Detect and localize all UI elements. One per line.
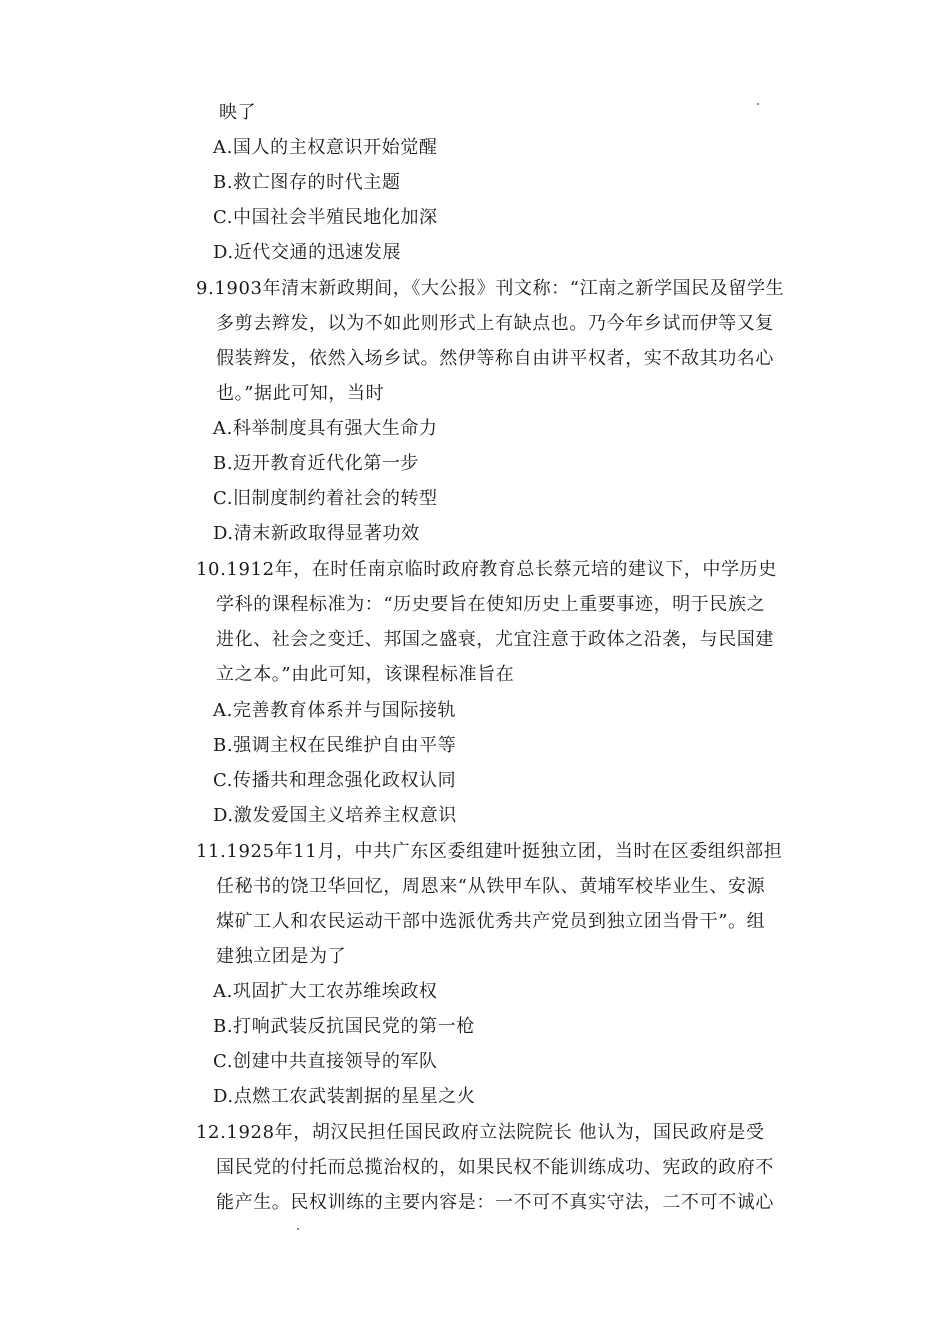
option-b: B.打响武装反抗国民党的第一枪 xyxy=(213,1016,475,1037)
option-d: D.近代交通的迅速发展 xyxy=(213,242,402,263)
option-d: D.点燃工农武装割据的星星之火 xyxy=(213,1086,476,1107)
question-stem-line: 12.1928年，胡汉民担任国民政府立法院院长 他认为，国民政府是受 xyxy=(196,1122,765,1143)
question-stem-line: 11.1925年11月，中共广东区委组建叶挺独立团，当时在区委组织部担 xyxy=(196,841,783,862)
option-c: C.传播共和理念强化政权认同 xyxy=(213,770,457,791)
option-c: C.中国社会半殖民地化加深 xyxy=(213,207,438,228)
option-a: A.国人的主权意识开始觉醒 xyxy=(213,137,438,158)
scan-speck xyxy=(757,103,759,105)
question-stem-line: 立之本。”由此可知，该课程标准旨在 xyxy=(216,664,515,685)
option-a: A.巩固扩大工农苏维埃政权 xyxy=(213,981,438,1002)
question-stem-line: 能产生。民权训练的主要内容是：一不可不真实守法，二不可不诚心 xyxy=(216,1192,774,1213)
question-stem-line: 多剪去辫发，以为不如此则形式上有缺点也。乃今年乡试而伊等又复 xyxy=(216,313,774,334)
option-c: C.旧制度制约着社会的转型 xyxy=(213,488,438,509)
continuation-line: 映了 xyxy=(219,102,257,123)
question-stem-line: 国民党的付托而总揽治权的，如果民权不能训练成功、宪政的政府不 xyxy=(216,1157,774,1178)
question-stem-line: 9.1903年清末新政期间，《大公报》刊文称：“江南之新学国民及留学生 xyxy=(196,278,785,299)
question-stem-line: 10.1912年，在时任南京临时政府教育总长蔡元培的建议下，中学历史 xyxy=(196,559,777,580)
option-c: C.创建中共直接领导的军队 xyxy=(213,1051,438,1072)
option-a: A.完善教育体系并与国际接轨 xyxy=(213,700,457,721)
question-stem-line: 也。”据此可知，当时 xyxy=(216,383,385,404)
question-stem-line: 建独立团是为了 xyxy=(216,946,347,967)
option-b: B.救亡图存的时代主题 xyxy=(213,172,401,193)
question-stem-line: 假装辫发，依然入场乡试。然伊等称自由讲平权者，实不敌其功名心 xyxy=(216,348,774,369)
option-b: B.迈开教育近代化第一步 xyxy=(213,453,420,474)
option-b: B.强调主权在民维护自由平等 xyxy=(213,735,457,756)
question-stem-line: 任秘书的饶卫华回忆，周恩来“从铁甲车队、黄埔军校毕业生、安源 xyxy=(216,876,766,897)
option-a: A.科举制度具有强大生命力 xyxy=(213,418,438,439)
scan-speck xyxy=(297,1228,299,1230)
question-stem-line: 进化、社会之变迁、邦国之盛衰，尤宜注意于政体之沿袭，与民国建 xyxy=(216,629,774,650)
question-stem-line: 煤矿工人和农民运动干部中选派优秀共产党员到独立团当骨干”。组 xyxy=(216,911,766,932)
option-d: D.激发爱国主义培养主权意识 xyxy=(213,805,457,826)
question-stem-line: 学科的课程标准为：“历史要旨在使知历史上重要事迹，明于民族之 xyxy=(216,594,766,615)
option-d: D.清末新政取得显著功效 xyxy=(213,523,420,544)
